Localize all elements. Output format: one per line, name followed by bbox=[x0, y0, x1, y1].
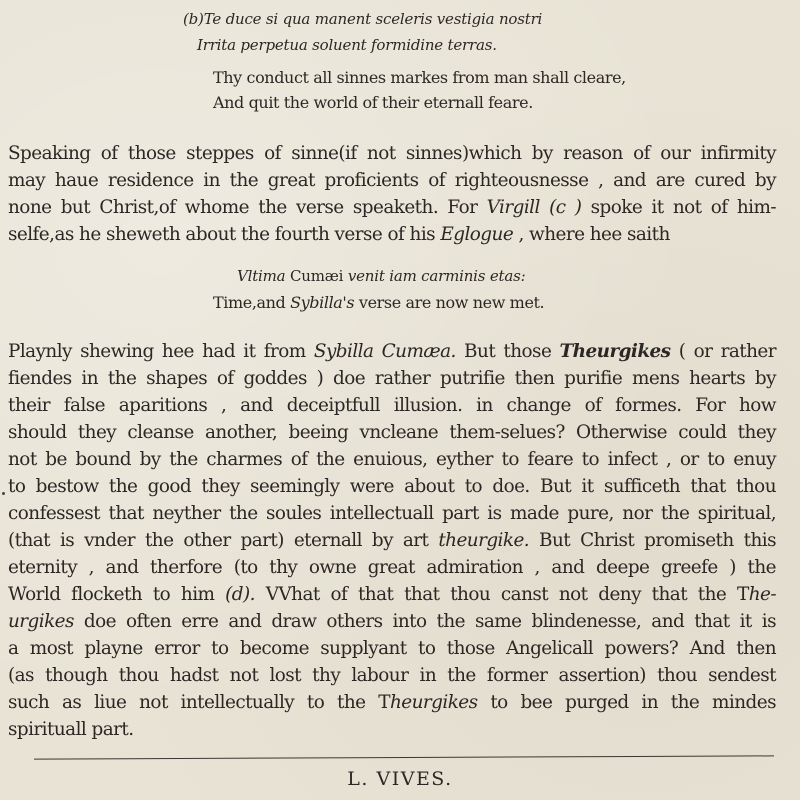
horizontal-rule bbox=[34, 755, 774, 759]
paragraph-2-line-7: confessest that neyther the soules intellectuall part is made pure, nor the spiritual, bbox=[8, 503, 776, 524]
text-run: , where hee saith bbox=[513, 224, 670, 245]
italic-run-sybilla-cumaea: Sybilla Cumæa. bbox=[313, 341, 456, 362]
text-run: to bee purged in the mindes bbox=[477, 692, 776, 713]
text-run: such as liue not intellectually to the T bbox=[8, 692, 390, 713]
text-run: doe often erre and draw others into the same blindenesse, and that it is bbox=[73, 611, 776, 632]
italic-run: he- bbox=[748, 584, 776, 605]
italic-run: urgikes bbox=[8, 611, 74, 632]
section-heading: L. VIVES. bbox=[347, 768, 453, 790]
paragraph-2-line-4: should they cleanse another, beeing vncleane them-selues? Otherwise could they bbox=[8, 422, 776, 443]
paragraph-2-line-8 bbox=[8, 530, 776, 551]
english-quote-line bbox=[213, 293, 544, 312]
text-run: ( or rather bbox=[670, 341, 776, 362]
text-run: But those bbox=[455, 341, 560, 362]
italic-run-theurgikes: Theurgikes bbox=[559, 341, 671, 362]
latin-verse-line-2: Irrita perpetua soluent formidine terras. bbox=[197, 36, 497, 54]
paragraph-2-line-2: fiendes in the shapes of goddes ) doe rather putrifie then purifie mens hearts by bbox=[8, 368, 776, 389]
paragraph-2-line-9: eternity , and therfore (to thy owne great admiration , and deepe greefe ) the bbox=[8, 557, 776, 578]
paragraph-2-line-6: to bestow the good they seemingly were about to doe. But it sufficeth that thou bbox=[8, 476, 776, 497]
text-run: But Christ promiseth this bbox=[529, 530, 776, 551]
paragraph-2-line-11 bbox=[8, 611, 776, 632]
italic-run-note-d: (d). bbox=[225, 584, 255, 605]
text-run: none but Christ,of whome the verse speaketh. For bbox=[8, 197, 487, 218]
paragraph-2-line-14 bbox=[8, 692, 776, 713]
italic-run-eglogue: Eglogue bbox=[440, 224, 514, 245]
text-run: Cumæi bbox=[285, 267, 348, 285]
paragraph-1-line-1: Speaking of those steppes of sinne(if not sinnes)which by reason of our infirmity bbox=[8, 143, 776, 164]
italic-run: Vltima bbox=[237, 267, 286, 285]
text-run: verse are now new met. bbox=[354, 293, 545, 312]
paragraph-2-line-5: not be bound by the charmes of the enuious, eyther to feare to infect , or to enuy bbox=[8, 449, 776, 470]
paragraph-2-line-3: their false aparitions , and deceiptfull illusion. in change of formes. For how bbox=[8, 395, 776, 416]
paragraph-2-line-10 bbox=[8, 584, 776, 605]
text-run: Playnly shewing hee had it from bbox=[8, 341, 314, 362]
latin-verse-line-1: (b)Te duce si qua manent sceleris vestigia nostri bbox=[183, 10, 543, 28]
paragraph-1-line-3 bbox=[8, 197, 776, 218]
italic-run-virgill: Virgill (c ) bbox=[486, 197, 582, 218]
paragraph-1-line-4 bbox=[8, 224, 776, 245]
text-run: spoke it not of him- bbox=[581, 197, 776, 218]
text-run: VVhat of that that thou canst not deny that the T bbox=[254, 584, 749, 605]
paragraph-2-line-13: (as though thou hadst not lost thy labour in the former assertion) thou sendest bbox=[8, 665, 776, 686]
italic-run: venit iam carminis etas: bbox=[347, 267, 526, 285]
paragraph-2-line-12: a most playne error to become supplyant to those Angelicall powers? And then bbox=[8, 638, 776, 659]
italic-run-theurgikes: heurgikes bbox=[390, 692, 478, 713]
text-run: (that is vnder the other part) eternall by art bbox=[8, 530, 439, 551]
paragraph-2-line-15: spirituall part. bbox=[8, 719, 134, 740]
text-run: Time,and bbox=[213, 293, 291, 312]
english-verse-line-1: Thy conduct all sinnes markes from man shall cleare, bbox=[213, 68, 626, 87]
italic-run-theurgike: theurgike. bbox=[438, 530, 530, 551]
paragraph-1-line-2: may haue residence in the great proficients of righteousnesse , and are cured by bbox=[8, 170, 776, 191]
text-run: World flocketh to him bbox=[8, 584, 226, 605]
latin-quote-line bbox=[237, 267, 525, 285]
italic-run-sybilla: Sybilla's bbox=[290, 293, 355, 312]
english-verse-line-2: And quit the world of their eternall feare. bbox=[213, 93, 533, 112]
margin-mark bbox=[2, 492, 5, 495]
paragraph-2-line-1 bbox=[8, 341, 776, 362]
text-run: selfe,as he sheweth about the fourth verse of his bbox=[8, 224, 441, 245]
